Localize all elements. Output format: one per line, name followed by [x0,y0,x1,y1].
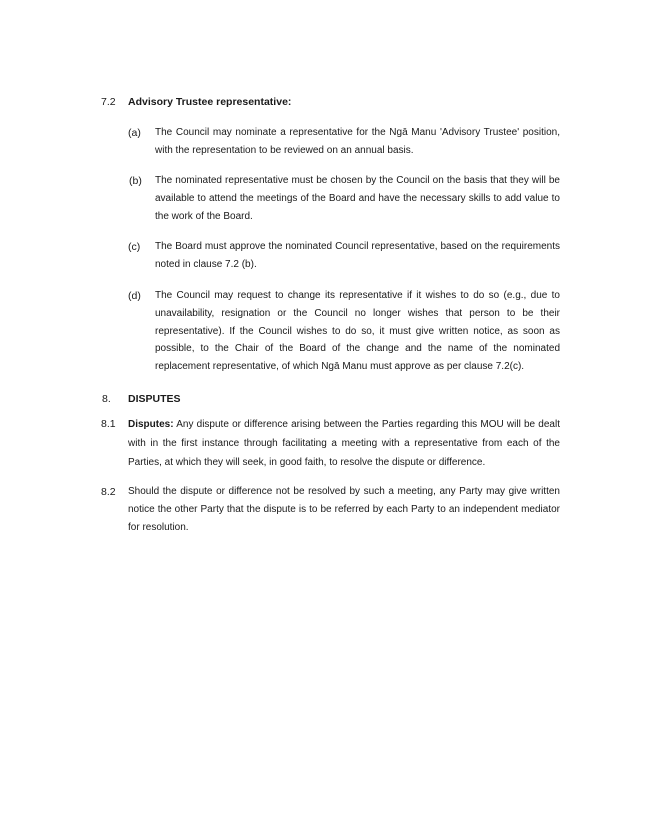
clause-body-8-1: Any dispute or difference arising between the Parties regarding this MOU will be dealt with in the first instance through facilitating a meeting with a representative from each of the Parties, at which they will seek, in good faith, to resolve the dispute or difference. [128,419,560,468]
clause-lead-8-1: Disputes: [128,419,174,430]
clause-text-8-2: Should the dispute or difference not be resolved by such a meeting, any Party may give written notice the other Party that the dispute is to be referred by each Party to an independent mediator for resolution. [128,486,560,533]
item-label-b: (b) [129,175,142,187]
item-text-b: The nominated representative must be chosen by the Council on the basis that they will be available to attend the meetings of the Board and have the necessary skills to add value to the work of the Board. [155,175,560,222]
section-heading-disputes: DISPUTES [128,393,181,405]
section-number-8: 8. [102,393,111,405]
clause-text-8-1 [128,415,560,472]
clause-number-8-1: 8.1 [101,418,116,430]
item-text-c: The Board must approve the nominated Council representative, based on the requirements noted in clause 7.2 (b). [155,241,560,270]
clause-number-8-2: 8.2 [101,486,116,498]
clause-heading-7-2: Advisory Trustee representative: [128,96,292,108]
item-text-d: The Council may request to change its representative if it wishes to do so (e.g., due to unavailability, resignation or the Council no longer wishes that person to be their representative). If the Council wishes to do so, it must give written notice, as soon as possible, to the Chair of the Board of the change and the name of the nominated replacement representative, of which Ngā Manu must approve as per clause 7.2(c). [155,290,560,373]
item-label-c: (c) [128,241,141,253]
item-label-a: (a) [128,127,141,139]
clause-number-7-2: 7.2 [101,96,116,108]
item-label-d: (d) [128,290,141,302]
item-text-a: The Council may nominate a representative for the Ngā Manu 'Advisory Trustee' position, with the representation to be reviewed on an annual basis. [155,127,560,156]
